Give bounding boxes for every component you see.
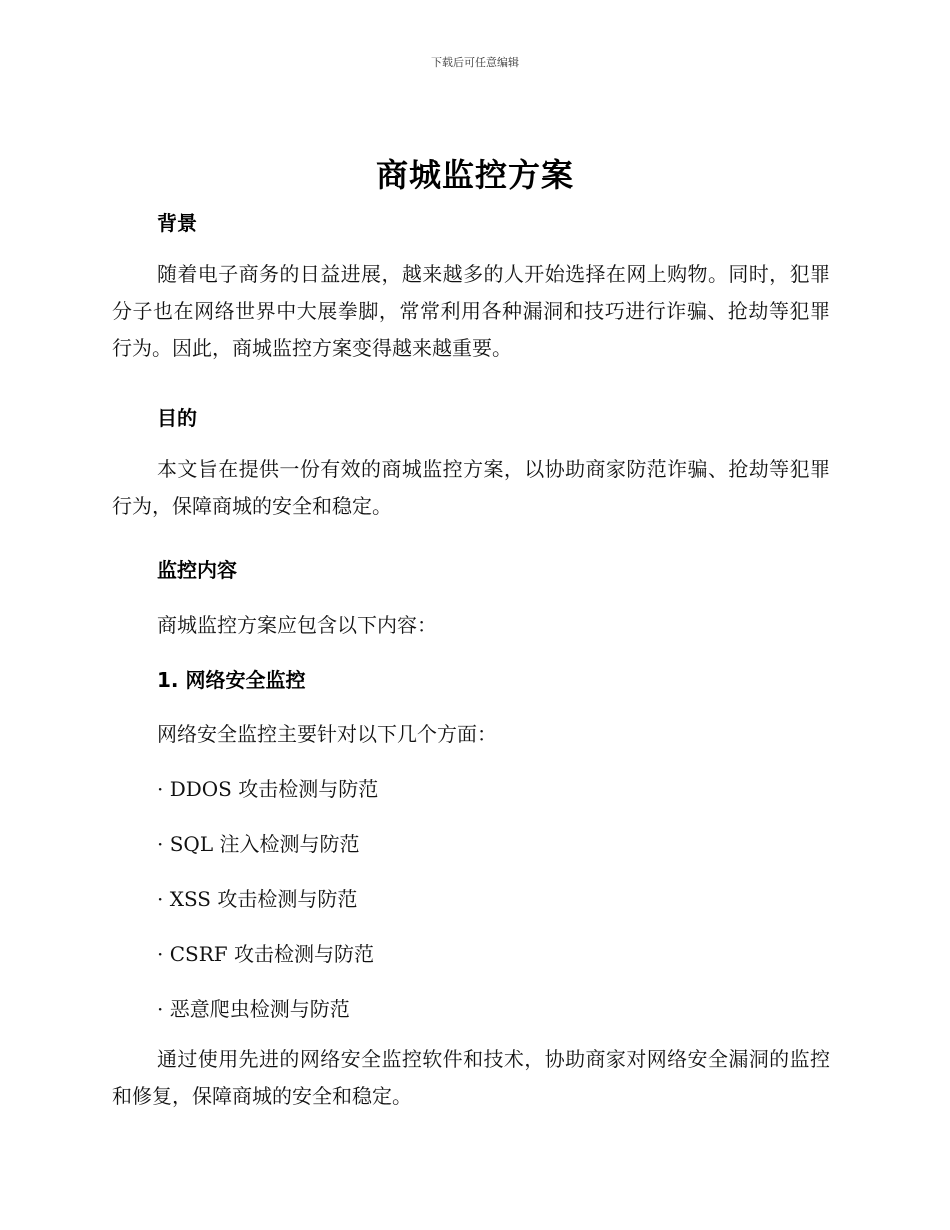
document-title: 商城监控方案 — [375, 156, 574, 194]
list-item: · XSS 攻击检测与防范 — [157, 887, 358, 911]
paragraph-background: 随着电子商务的日益进展，越来越多的人开始选择在网上购物。同时，犯罪分子也在网络世界中大展拳脚，常常利用各种漏洞和技巧进行诈骗、抢劫等犯罪行为。因此，商城监控方案变得越来越重要。 — [112, 262, 830, 360]
header-note: 下载后可任意编辑 — [431, 56, 519, 69]
network-security-intro: 网络安全监控主要针对以下几个方面： — [157, 722, 497, 746]
paragraph-network-security-conclusion: 通过使用先进的网络安全监控软件和技术，协助商家对网络安全漏洞的监控和修复，保障商城的安全和稳定。 — [112, 1047, 830, 1108]
list-item: · 恶意爬虫检测与防范 — [157, 997, 350, 1021]
list-item: · DDOS 攻击检测与防范 — [157, 777, 379, 801]
section-heading-background: 背景 — [157, 211, 197, 235]
section-heading-monitoring: 监控内容 — [157, 558, 237, 582]
paragraph-purpose: 本文旨在提供一份有效的商城监控方案，以协助商家防范诈骗、抢劫等犯罪行为，保障商城的安全和稳定。 — [112, 457, 830, 518]
monitoring-intro: 商城监控方案应包含以下内容： — [157, 613, 437, 637]
subsection-heading-network-security: 1. 网络安全监控 — [157, 668, 306, 692]
section-heading-purpose: 目的 — [157, 406, 197, 430]
list-item: · SQL 注入检测与防范 — [157, 832, 360, 856]
list-item: · CSRF 攻击检测与防范 — [157, 942, 375, 966]
